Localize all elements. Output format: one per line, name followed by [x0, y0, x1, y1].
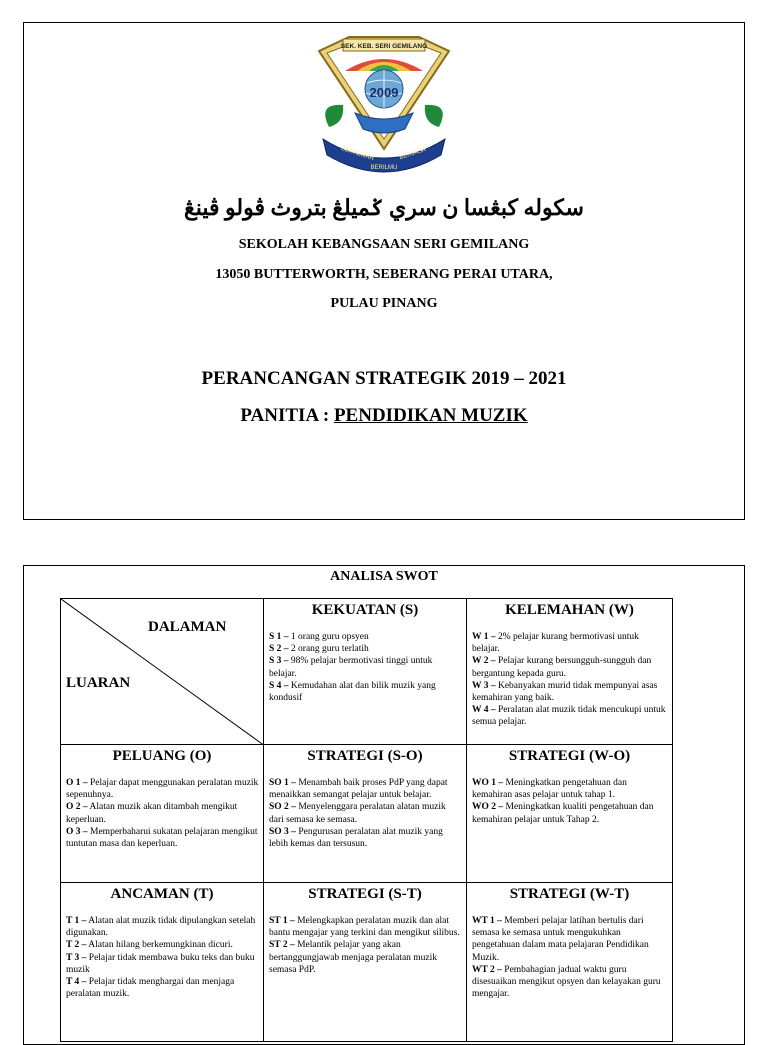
swot-item: [269, 655, 462, 679]
swot-item: [66, 801, 259, 825]
swot-item-text: 2 orang guru terlatih: [288, 644, 369, 655]
swot-item: [472, 704, 668, 728]
swot-item-code: W 2 –: [472, 656, 496, 667]
swot-item: [472, 777, 668, 801]
swot-item-text: Pengurusan peralatan alat muzik yang lebih kemas dan tersusun.: [269, 826, 443, 850]
swot-corner-cell: [60, 598, 264, 745]
kelemahan-list: [467, 631, 672, 729]
swot-item-text: Peralatan alat muzik tidak mencukupi untuk semua pelajar.: [472, 705, 666, 728]
swot-item-code: WO 1 –: [472, 778, 504, 788]
swot-item-text: Kebanyakan murid tidak mempunyai asas kemahiran yang baik.: [472, 680, 658, 704]
swot-item: [472, 631, 668, 655]
strategi-st-cell: [263, 882, 467, 1042]
swot-item: [66, 826, 259, 850]
swot-item: [269, 631, 462, 643]
swot-item-code: T 1 –: [66, 916, 87, 926]
swot-item-code: ST 2 –: [269, 940, 295, 951]
swot-item: [472, 915, 668, 964]
swot-item-code: S 4 –: [269, 680, 289, 691]
swot-item-text: Alatan hilang berkemungkinan dicuri.: [86, 940, 233, 951]
logo-banner-text: SEK. KEB. SERI GEMILANG: [340, 43, 428, 50]
swot-item-code: S 3 –: [269, 656, 289, 667]
logo-year: 2009: [369, 85, 399, 100]
kelemahan-cell: [466, 598, 673, 745]
swot-item-text: Alatan muzik akan ditambah mengikut keperluan.: [66, 802, 238, 825]
swot-item-code: W 3 –: [472, 680, 496, 691]
logo-motto-left: BERHEMAH: [340, 145, 375, 163]
peluang-title: PELUANG (O): [112, 748, 212, 764]
swot-item-text: Memberi pelajar latihan bertulis dari semasa ke semasa untuk mengukuhkan pengetahuan dalam mata pelajaran Pendidikan Muzik.: [472, 916, 649, 963]
peluang-cell: [60, 744, 264, 883]
panitia-label: PANITIA :: [240, 405, 334, 426]
swot-page: [23, 565, 745, 1045]
swot-item-text: Pelajar tidak membawa buku teks dan buku muzik: [66, 952, 255, 975]
swot-heading: ANALISA SWOT: [330, 569, 438, 584]
swot-item-code: S 2 –: [269, 644, 289, 655]
swot-item-code: T 4 –: [66, 977, 87, 988]
swot-item-text: Meningkatkan pengetahuan dan kemahiran asas pelajar untuk tahap 1.: [472, 778, 627, 801]
swot-item-text: Pelajar kurang bersungguh-sungguh dan bergantung kepada guru.: [472, 656, 652, 679]
panitia-line: [24, 405, 744, 427]
luaran-label: LUARAN: [66, 675, 131, 691]
swot-item-code: WT 2 –: [472, 964, 502, 975]
swot-item-code: O 1 –: [66, 778, 88, 788]
cover-page: [23, 22, 745, 520]
swot-item-text: Pelajar dapat menggunakan peralatan muzik sepenuhnya.: [66, 778, 259, 801]
swot-item-code: W 4 –: [472, 705, 496, 716]
swot-item-text: 2% pelajar kurang bermotivasi untuk belajar.: [472, 632, 639, 655]
swot-item-text: Pelajar tidak menghargai dan menjaga peralatan muzik.: [66, 977, 235, 1000]
strategi-so-cell: [263, 744, 467, 883]
strategi-so-list: [264, 777, 466, 850]
panitia-name: PENDIDIKAN MUZIK: [333, 405, 528, 426]
swot-item: [66, 777, 259, 801]
swot-item-text: Memperbaharui sukatan pelajaran mengikut tuntutan masa dan keperluan.: [66, 826, 258, 850]
swot-item-text: Kemudahan alat dan bilik muzik yang kondusif: [269, 680, 436, 704]
school-crest-logo: [309, 31, 459, 183]
strategi-wo-list: [467, 777, 672, 826]
logo-motto-right: BERJASA: [398, 146, 427, 162]
swot-item: [269, 643, 462, 655]
strategi-wt-title: STRATEGI (W-T): [509, 886, 630, 902]
swot-item: [66, 915, 259, 939]
swot-item: [269, 777, 462, 801]
swot-item: [66, 939, 259, 951]
strategi-wo-title: STRATEGI (W-O): [508, 748, 631, 764]
swot-item-code: ST 1 –: [269, 916, 295, 926]
strategi-so-title: STRATEGI (S-O): [307, 748, 423, 764]
strategi-wt-cell: [466, 882, 673, 1042]
kelemahan-title: KELEMAHAN (W): [505, 602, 634, 618]
address-line-2: PULAU PINANG: [330, 296, 438, 311]
school-name: SEKOLAH KEBANGSAAN SERI GEMILANG: [238, 237, 530, 252]
dalaman-label: DALAMAN: [148, 619, 227, 635]
swot-item-text: Pembahagian jadual waktu guru disesuaikan mengikut opsyen dan kelayakan guru mengajar.: [472, 964, 661, 1000]
kekuatan-title: KEKUATAN (S): [311, 602, 419, 618]
address-line-1: 13050 BUTTERWORTH, SEBERANG PERAI UTARA,: [215, 267, 553, 282]
swot-item-code: W 1 –: [472, 632, 496, 642]
swot-item-text: Alatan alat muzik tidak dipulangkan setelah digunakan.: [66, 916, 256, 939]
logo-motto-bottom: BERILMU: [370, 165, 398, 171]
swot-item-text: Melantik pelajar yang akan bertanggungjawab menjaga peralatan muzik semasa PdP.: [269, 940, 438, 975]
swot-item: [66, 952, 259, 976]
swot-item-text: Meningkatkan kualiti pengetahuan dan kemahiran pelajar untuk Tahap 2.: [472, 802, 654, 825]
kekuatan-cell: [263, 598, 467, 745]
strategi-st-list: [264, 915, 466, 976]
swot-item-code: O 3 –: [66, 826, 88, 837]
strategi-st-title: STRATEGI (S-T): [308, 886, 422, 902]
plan-title: PERANCANGAN STRATEGIK 2019 – 2021: [201, 368, 567, 389]
peluang-list: [61, 777, 263, 850]
swot-item-code: S 1 –: [269, 632, 289, 642]
school-name-jawi: سکوله کبڠسا ن سري ݢميلڠ بتروث ڤولو ڤينڠ: [184, 195, 584, 220]
swot-item: [472, 655, 668, 679]
swot-item-code: SO 1 –: [269, 778, 296, 788]
swot-table: [60, 598, 673, 1038]
swot-item: [269, 826, 462, 850]
swot-item: [66, 976, 259, 1000]
swot-item: [269, 680, 462, 704]
swot-item-text: Menyelenggara peralatan alatan muzik dari semasa ke semasa.: [269, 802, 446, 825]
swot-item-code: SO 3 –: [269, 826, 296, 837]
kekuatan-list: [264, 631, 466, 704]
swot-item: [472, 801, 668, 825]
strategi-wt-list: [467, 915, 672, 1000]
swot-item-text: 98% pelajar bermotivasi tinggi untuk belajar.: [269, 656, 433, 679]
swot-item-code: O 2 –: [66, 802, 88, 813]
swot-item-code: T 3 –: [66, 952, 87, 963]
swot-item-code: WO 2 –: [472, 802, 504, 813]
swot-item: [269, 801, 462, 825]
swot-item: [269, 915, 462, 939]
swot-item: [472, 680, 668, 704]
swot-item-code: T 2 –: [66, 940, 87, 951]
ancaman-cell: [60, 882, 264, 1042]
swot-item-text: 1 orang guru opsyen: [288, 632, 369, 642]
swot-item: [269, 939, 462, 976]
ancaman-title: ANCAMAN (T): [110, 886, 214, 902]
swot-item-code: SO 2 –: [269, 802, 296, 813]
strategi-wo-cell: [466, 744, 673, 883]
ancaman-list: [61, 915, 263, 1000]
swot-item-text: Melengkapkan peralatan muzik dan alat bantu mengajar yang terkini dan mengikut silibus.: [269, 916, 460, 939]
swot-item-code: WT 1 –: [472, 916, 502, 926]
swot-item: [472, 964, 668, 1001]
swot-item-text: Menambah baik proses PdP yang dapat menaikkan semangat pelajar untuk belajar.: [269, 778, 448, 801]
